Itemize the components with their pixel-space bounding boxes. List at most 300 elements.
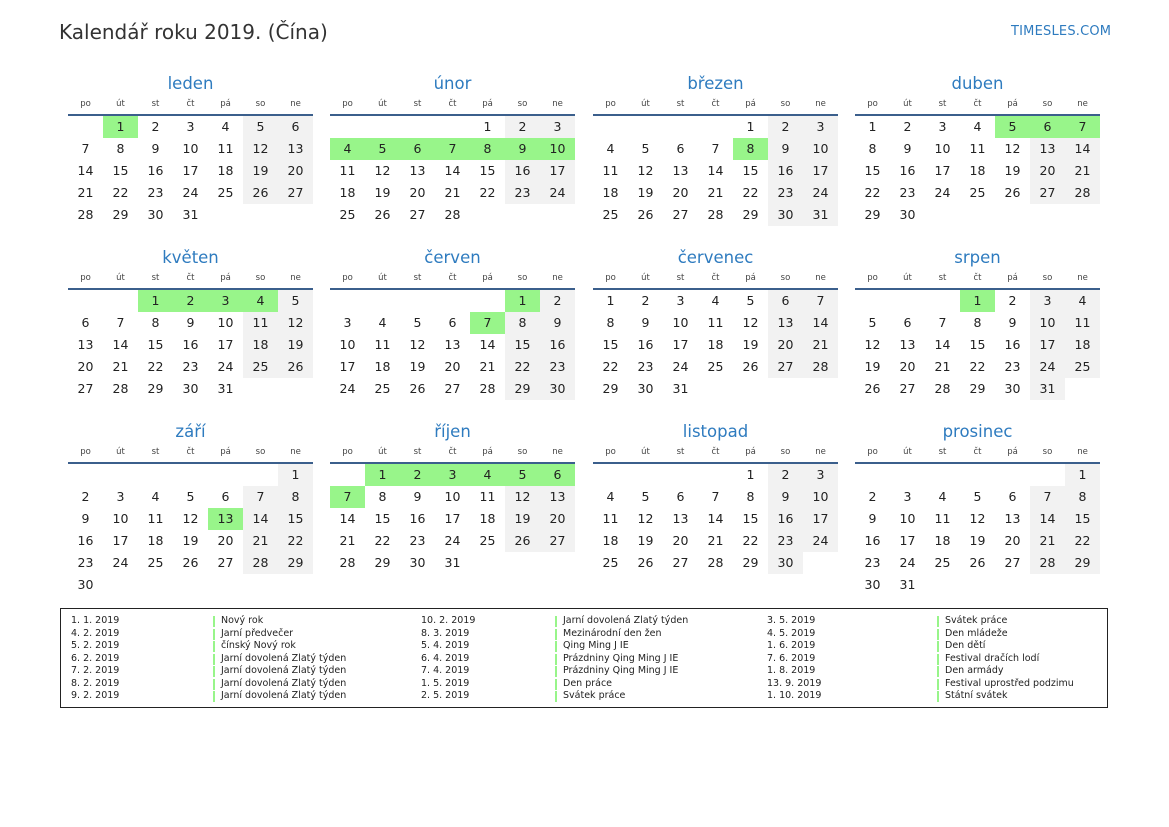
day-cell: 31 bbox=[1030, 378, 1065, 400]
holiday-marker bbox=[937, 679, 939, 690]
day-cell: 17 bbox=[444, 511, 461, 526]
day-cell: 13 bbox=[899, 337, 916, 352]
day-cell: 25 bbox=[339, 207, 356, 222]
weekday-header bbox=[593, 99, 838, 109]
day-cell: 10 bbox=[112, 511, 129, 526]
weekday-label: po bbox=[867, 447, 878, 457]
day-cell: 28 bbox=[77, 207, 94, 222]
month-name: květen bbox=[162, 248, 219, 267]
day-cell: 16 bbox=[409, 511, 426, 526]
holiday-marker bbox=[213, 641, 215, 652]
weekday-label: út bbox=[903, 99, 912, 109]
day-cell: 23 bbox=[864, 555, 881, 570]
day-cell: 3 bbox=[676, 293, 685, 308]
day-cell: 12 bbox=[182, 511, 199, 526]
weekday-label: út bbox=[116, 447, 125, 457]
weekday-header bbox=[593, 447, 838, 457]
day-cell: 29 bbox=[742, 207, 759, 222]
weekday-label: st bbox=[938, 99, 947, 109]
weekday-label: st bbox=[413, 273, 422, 283]
day-cell: 13 bbox=[672, 163, 689, 178]
day-cell: 14 bbox=[243, 508, 278, 530]
holiday-marker bbox=[213, 679, 215, 690]
day-cell: 2 bbox=[505, 116, 540, 138]
legend-holiday-name: Svátek práce bbox=[563, 690, 626, 701]
weekday-label: ne bbox=[290, 447, 301, 457]
weekday-label: po bbox=[342, 99, 353, 109]
weekday-label: ne bbox=[552, 273, 563, 283]
day-cell: 26 bbox=[278, 356, 313, 378]
day-cell: 22 bbox=[602, 359, 619, 374]
legend-holiday-name: Jarní předvečer bbox=[221, 627, 294, 639]
day-cell: 7 bbox=[803, 290, 838, 312]
day-cell: 8 bbox=[973, 315, 982, 330]
day-cell: 6 bbox=[81, 315, 90, 330]
day-cell: 14 bbox=[1030, 508, 1065, 530]
weekday-label: čt bbox=[448, 99, 457, 109]
weekday-label: pá bbox=[745, 273, 756, 283]
legend-date: 9. 2. 2019 bbox=[71, 690, 120, 701]
day-cell: 13 bbox=[768, 312, 803, 334]
day-cell: 30 bbox=[409, 555, 426, 570]
day-cell: 29 bbox=[602, 381, 619, 396]
day-cell-holiday: 7 bbox=[435, 138, 470, 160]
day-cell: 17 bbox=[339, 359, 356, 374]
day-cell: 8 bbox=[116, 141, 125, 156]
holiday-marker bbox=[555, 641, 557, 652]
weekday-label: st bbox=[676, 99, 685, 109]
day-cell: 7 bbox=[711, 489, 720, 504]
day-cell: 20 bbox=[77, 359, 94, 374]
weekday-header bbox=[330, 99, 575, 109]
day-cell-holiday: 4 bbox=[470, 464, 505, 486]
legend-date: 10. 2. 2019 bbox=[421, 615, 476, 626]
weekday-label: čt bbox=[186, 99, 195, 109]
day-cell: 19 bbox=[637, 185, 654, 200]
day-cell: 16 bbox=[768, 508, 803, 530]
day-cell: 8 bbox=[868, 141, 877, 156]
day-cell-holiday: 2 bbox=[173, 290, 208, 312]
day-cell: 30 bbox=[864, 577, 881, 592]
day-cell: 18 bbox=[147, 533, 164, 548]
day-cell: 23 bbox=[637, 359, 654, 374]
day-cell: 24 bbox=[540, 182, 575, 204]
day-cell: 15 bbox=[1065, 508, 1100, 530]
day-cell-holiday: 1 bbox=[505, 290, 540, 312]
day-cell: 9 bbox=[413, 489, 422, 504]
day-cell: 15 bbox=[505, 334, 540, 356]
day-cell-holiday: 7 bbox=[1065, 116, 1100, 138]
day-cell: 14 bbox=[339, 511, 356, 526]
day-cell: 10 bbox=[934, 141, 951, 156]
legend-date: 8. 2. 2019 bbox=[71, 677, 120, 689]
month-name: červenec bbox=[677, 248, 754, 267]
day-cell: 28 bbox=[112, 381, 129, 396]
day-cell: 19 bbox=[1004, 163, 1021, 178]
day-cell: 14 bbox=[77, 163, 94, 178]
day-cell: 17 bbox=[112, 533, 129, 548]
day-cell: 26 bbox=[637, 207, 654, 222]
day-cell: 19 bbox=[409, 359, 426, 374]
weekday-label: čt bbox=[711, 99, 720, 109]
day-cell: 17 bbox=[934, 163, 951, 178]
legend-date: 7. 6. 2019 bbox=[767, 652, 816, 664]
day-cell: 26 bbox=[374, 207, 391, 222]
day-cell: 13 bbox=[1030, 138, 1065, 160]
weekday-label: čt bbox=[973, 447, 982, 457]
day-cell: 3 bbox=[540, 116, 575, 138]
day-cell-holiday: 2 bbox=[400, 464, 435, 486]
site-link[interactable]: TIMESLES.COM bbox=[1011, 24, 1112, 39]
day-cell: 1 bbox=[746, 119, 755, 134]
day-cell: 13 bbox=[278, 138, 313, 160]
day-cell: 13 bbox=[409, 163, 426, 178]
day-cell: 25 bbox=[147, 555, 164, 570]
weekday-label: so bbox=[517, 99, 528, 109]
weekday-label: po bbox=[80, 447, 91, 457]
header-rule bbox=[68, 462, 313, 464]
day-cell: 30 bbox=[768, 204, 803, 226]
day-cell-holiday: 4 bbox=[330, 138, 365, 160]
day-cell: 12 bbox=[1004, 141, 1021, 156]
day-cell: 11 bbox=[934, 511, 951, 526]
weekday-label: po bbox=[867, 273, 878, 283]
day-cell-holiday: 8 bbox=[470, 138, 505, 160]
legend-holiday-name: Qing Ming J IE bbox=[563, 640, 629, 651]
day-cell: 29 bbox=[864, 207, 881, 222]
weekday-label: pá bbox=[220, 99, 231, 109]
day-cell: 29 bbox=[1065, 552, 1100, 574]
weekday-header bbox=[855, 447, 1100, 457]
weekday-label: po bbox=[80, 273, 91, 283]
day-cell: 19 bbox=[182, 533, 199, 548]
day-cell: 13 bbox=[77, 337, 94, 352]
day-cell: 11 bbox=[339, 163, 356, 178]
day-cell: 21 bbox=[339, 533, 356, 548]
day-cell: 28 bbox=[444, 207, 461, 222]
day-cell: 5 bbox=[641, 489, 650, 504]
weekday-label: pá bbox=[745, 447, 756, 457]
page-title: Kalendář roku 2019. (Čína) bbox=[59, 20, 328, 44]
day-cell: 20 bbox=[444, 359, 461, 374]
day-cell: 10 bbox=[444, 489, 461, 504]
day-cell: 29 bbox=[112, 207, 129, 222]
day-cell: 19 bbox=[969, 533, 986, 548]
day-cell: 19 bbox=[742, 337, 759, 352]
day-cell: 25 bbox=[707, 359, 724, 374]
weekday-label: út bbox=[903, 447, 912, 457]
holiday-marker bbox=[555, 629, 557, 640]
weekday-label: út bbox=[116, 273, 125, 283]
day-cell: 1 bbox=[483, 119, 492, 134]
day-cell: 20 bbox=[899, 359, 916, 374]
day-cell: 22 bbox=[374, 533, 391, 548]
day-cell: 13 bbox=[540, 486, 575, 508]
day-cell: 5 bbox=[243, 116, 278, 138]
day-cell: 28 bbox=[339, 555, 356, 570]
day-cell: 22 bbox=[112, 185, 129, 200]
holiday-marker bbox=[213, 666, 215, 677]
legend-holiday-name: Den dětí bbox=[945, 640, 986, 651]
weekday-label: pá bbox=[482, 273, 493, 283]
day-cell: 30 bbox=[540, 378, 575, 400]
weekday-label: pá bbox=[482, 99, 493, 109]
day-cell: 19 bbox=[278, 334, 313, 356]
day-cell: 3 bbox=[903, 489, 912, 504]
weekday-label: pá bbox=[220, 273, 231, 283]
weekday-label: út bbox=[116, 99, 125, 109]
day-cell: 29 bbox=[505, 378, 540, 400]
month-name: leden bbox=[167, 74, 214, 93]
day-cell: 2 bbox=[151, 119, 160, 134]
day-cell: 19 bbox=[243, 160, 278, 182]
legend-holiday-name: Jarní dovolená Zlatý týden bbox=[221, 690, 347, 701]
day-cell: 25 bbox=[479, 533, 496, 548]
day-cell-holiday: 6 bbox=[1030, 116, 1065, 138]
day-cell: 12 bbox=[409, 337, 426, 352]
day-cell: 30 bbox=[77, 577, 94, 592]
weekday-label: so bbox=[780, 447, 791, 457]
weekday-label: čt bbox=[973, 99, 982, 109]
day-cell: 2 bbox=[540, 290, 575, 312]
day-cell: 20 bbox=[278, 160, 313, 182]
day-cell: 24 bbox=[182, 185, 199, 200]
day-cell: 2 bbox=[903, 119, 912, 134]
legend-holiday-name: Jarní dovolená Zlatý týden bbox=[221, 665, 347, 676]
holiday-marker bbox=[555, 679, 557, 690]
day-cell: 11 bbox=[602, 511, 619, 526]
weekday-label: po bbox=[605, 273, 616, 283]
day-cell: 20 bbox=[409, 185, 426, 200]
day-cell: 18 bbox=[602, 533, 619, 548]
day-cell: 10 bbox=[803, 486, 838, 508]
day-cell: 5 bbox=[868, 315, 877, 330]
day-cell: 29 bbox=[969, 381, 986, 396]
legend-date: 5. 4. 2019 bbox=[421, 640, 470, 651]
day-cell: 2 bbox=[1008, 293, 1017, 308]
day-cell: 8 bbox=[151, 315, 160, 330]
weekday-label: ne bbox=[552, 99, 563, 109]
day-cell: 16 bbox=[147, 163, 164, 178]
day-cell: 7 bbox=[243, 486, 278, 508]
weekday-header bbox=[855, 99, 1100, 109]
day-cell: 22 bbox=[864, 185, 881, 200]
day-cell: 1 bbox=[278, 464, 313, 486]
day-cell: 12 bbox=[864, 337, 881, 352]
day-cell: 28 bbox=[1065, 182, 1100, 204]
day-cell: 23 bbox=[768, 182, 803, 204]
day-cell: 24 bbox=[934, 185, 951, 200]
weekday-label: st bbox=[151, 99, 160, 109]
day-cell-holiday: 3 bbox=[435, 464, 470, 486]
weekday-label: st bbox=[676, 273, 685, 283]
day-cell: 9 bbox=[768, 486, 803, 508]
day-cell: 1 bbox=[746, 467, 755, 482]
day-cell: 9 bbox=[81, 511, 90, 526]
day-cell: 9 bbox=[768, 138, 803, 160]
day-cell: 28 bbox=[934, 381, 951, 396]
day-cell: 24 bbox=[217, 359, 234, 374]
holiday-marker bbox=[555, 616, 557, 627]
day-cell: 6 bbox=[676, 141, 685, 156]
day-cell: 16 bbox=[1004, 337, 1021, 352]
day-cell: 11 bbox=[243, 312, 278, 334]
weekday-label: pá bbox=[1007, 99, 1018, 109]
weekday-label: čt bbox=[711, 447, 720, 457]
weekday-label: ne bbox=[1077, 447, 1088, 457]
day-cell: 23 bbox=[147, 185, 164, 200]
day-cell: 31 bbox=[217, 381, 234, 396]
day-cell-holiday: 1 bbox=[365, 464, 400, 486]
day-cell: 11 bbox=[479, 489, 496, 504]
day-cell: 8 bbox=[746, 489, 755, 504]
day-cell: 6 bbox=[278, 116, 313, 138]
day-cell: 19 bbox=[374, 185, 391, 200]
holiday-marker bbox=[937, 691, 939, 702]
day-cell: 11 bbox=[374, 337, 391, 352]
day-cell: 21 bbox=[1030, 530, 1065, 552]
day-cell: 25 bbox=[602, 555, 619, 570]
day-cell: 8 bbox=[1065, 486, 1100, 508]
day-cell: 30 bbox=[147, 207, 164, 222]
month-name: březen bbox=[687, 74, 744, 93]
day-cell: 11 bbox=[969, 141, 986, 156]
day-cell: 7 bbox=[711, 141, 720, 156]
holiday-marker bbox=[555, 666, 557, 677]
day-cell: 27 bbox=[77, 381, 94, 396]
month-name: listopad bbox=[682, 422, 749, 441]
day-cell: 23 bbox=[77, 555, 94, 570]
day-cell: 19 bbox=[864, 359, 881, 374]
weekday-label: čt bbox=[186, 447, 195, 457]
day-cell: 7 bbox=[1030, 486, 1065, 508]
weekday-label: ne bbox=[815, 99, 826, 109]
weekday-label: st bbox=[413, 99, 422, 109]
day-cell: 22 bbox=[479, 185, 496, 200]
day-cell: 23 bbox=[768, 530, 803, 552]
legend-date: 7. 2. 2019 bbox=[71, 665, 120, 676]
day-cell: 21 bbox=[112, 359, 129, 374]
day-cell-holiday: 6 bbox=[400, 138, 435, 160]
day-cell: 9 bbox=[540, 312, 575, 334]
day-cell: 3 bbox=[186, 119, 195, 134]
day-cell: 1 bbox=[606, 293, 615, 308]
legend-date: 1. 8. 2019 bbox=[767, 665, 816, 676]
day-cell: 16 bbox=[182, 337, 199, 352]
legend-holiday-name: Mezinárodní den žen bbox=[563, 627, 662, 639]
weekday-label: po bbox=[80, 99, 91, 109]
day-cell: 6 bbox=[221, 489, 230, 504]
day-cell: 15 bbox=[278, 508, 313, 530]
day-cell: 22 bbox=[1065, 530, 1100, 552]
day-cell: 5 bbox=[278, 290, 313, 312]
day-cell: 11 bbox=[707, 315, 724, 330]
day-cell: 6 bbox=[1008, 489, 1017, 504]
day-cell: 23 bbox=[409, 533, 426, 548]
day-cell: 31 bbox=[182, 207, 199, 222]
day-cell: 25 bbox=[1065, 356, 1100, 378]
day-cell: 30 bbox=[899, 207, 916, 222]
day-cell: 23 bbox=[182, 359, 199, 374]
day-cell: 20 bbox=[1004, 533, 1021, 548]
month-name: září bbox=[175, 422, 206, 441]
day-cell: 15 bbox=[864, 163, 881, 178]
day-cell: 12 bbox=[374, 163, 391, 178]
day-cell: 17 bbox=[803, 160, 838, 182]
day-cell: 21 bbox=[803, 334, 838, 356]
day-cell: 17 bbox=[1030, 334, 1065, 356]
day-cell: 18 bbox=[217, 163, 234, 178]
weekday-label: st bbox=[938, 273, 947, 283]
holiday-marker bbox=[937, 666, 939, 677]
day-cell: 12 bbox=[505, 486, 540, 508]
holiday-marker bbox=[555, 654, 557, 665]
day-cell: 21 bbox=[77, 185, 94, 200]
day-cell: 20 bbox=[672, 185, 689, 200]
legend-date: 1. 1. 2019 bbox=[71, 615, 120, 626]
legend-date: 6. 2. 2019 bbox=[71, 652, 120, 664]
month-name: srpen bbox=[954, 248, 1001, 267]
weekday-label: út bbox=[378, 99, 387, 109]
day-cell-holiday: 6 bbox=[540, 464, 575, 486]
day-cell: 17 bbox=[540, 160, 575, 182]
day-cell: 11 bbox=[147, 511, 164, 526]
day-cell: 20 bbox=[672, 533, 689, 548]
day-cell: 15 bbox=[112, 163, 129, 178]
day-cell: 28 bbox=[479, 381, 496, 396]
day-cell: 4 bbox=[221, 119, 230, 134]
day-cell: 22 bbox=[505, 356, 540, 378]
day-cell: 5 bbox=[641, 141, 650, 156]
day-cell: 4 bbox=[151, 489, 160, 504]
day-cell: 21 bbox=[1065, 160, 1100, 182]
weekday-label: so bbox=[255, 447, 266, 457]
day-cell: 4 bbox=[606, 141, 615, 156]
day-cell: 14 bbox=[112, 337, 129, 352]
legend-holiday-name: Den armády bbox=[945, 665, 1004, 676]
day-cell: 7 bbox=[81, 141, 90, 156]
day-cell: 27 bbox=[768, 356, 803, 378]
legend-holiday-name: Festival dračích lodí bbox=[945, 652, 1040, 664]
holiday-marker bbox=[937, 616, 939, 627]
day-cell: 31 bbox=[803, 204, 838, 226]
day-cell: 17 bbox=[217, 337, 234, 352]
weekday-header bbox=[593, 273, 838, 283]
day-cell: 27 bbox=[278, 182, 313, 204]
day-cell: 22 bbox=[742, 185, 759, 200]
day-cell: 28 bbox=[243, 552, 278, 574]
day-cell: 25 bbox=[374, 381, 391, 396]
day-cell: 12 bbox=[637, 511, 654, 526]
weekday-label: čt bbox=[448, 273, 457, 283]
weekday-label: čt bbox=[973, 273, 982, 283]
legend-date: 1. 10. 2019 bbox=[767, 690, 822, 701]
weekday-label: so bbox=[780, 99, 791, 109]
day-cell: 30 bbox=[637, 381, 654, 396]
day-cell: 22 bbox=[147, 359, 164, 374]
day-cell: 3 bbox=[803, 116, 838, 138]
day-cell: 9 bbox=[903, 141, 912, 156]
day-cell-holiday: 5 bbox=[505, 464, 540, 486]
day-cell: 20 bbox=[1030, 160, 1065, 182]
day-cell: 15 bbox=[969, 337, 986, 352]
legend-date: 4. 2. 2019 bbox=[71, 627, 120, 639]
weekday-label: út bbox=[641, 447, 650, 457]
holiday-marker bbox=[555, 691, 557, 702]
day-cell: 26 bbox=[637, 555, 654, 570]
weekday-label: st bbox=[938, 447, 947, 457]
day-cell: 27 bbox=[217, 555, 234, 570]
